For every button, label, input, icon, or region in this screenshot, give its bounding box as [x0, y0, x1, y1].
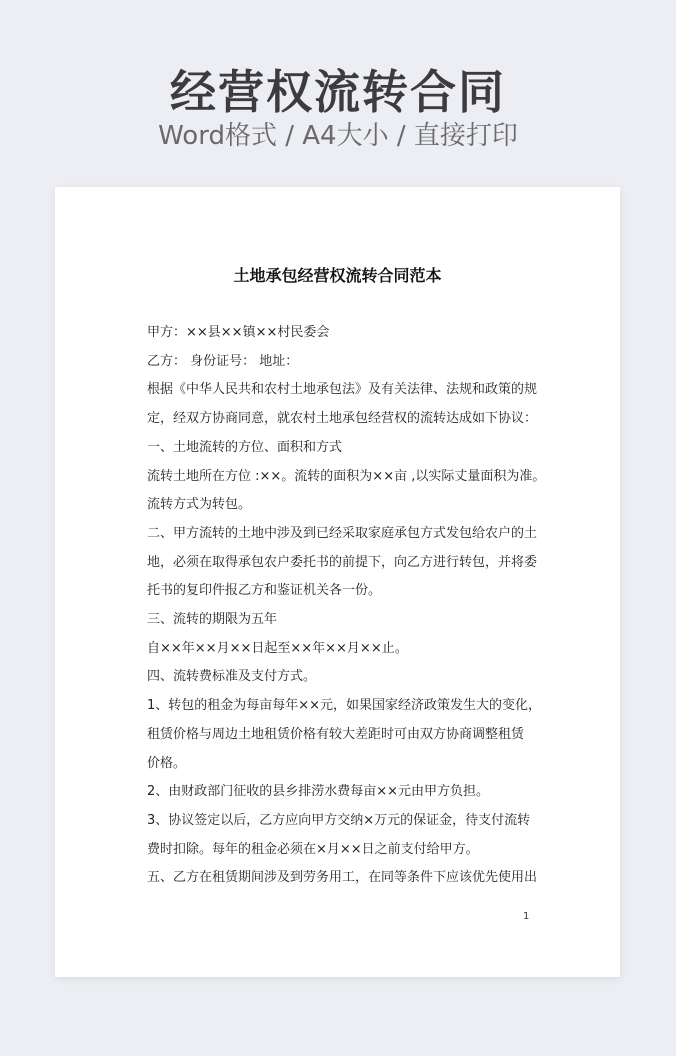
text-line: 自××年××月××日起至××年××月××止。 [147, 640, 408, 656]
text-line: 价格。 [147, 755, 187, 771]
text-line: 费时扣除。每年的租金必须在×月××日之前支付给甲方。 [147, 841, 479, 857]
text-line: 甲方：××县××镇××村民委会 [147, 325, 330, 340]
text-line: 二、甲方流转的土地中涉及到已经采取家庭承包方式发包给农户的土 [147, 525, 538, 541]
text-line: 流转土地所在方位 :××。流转的面积为××亩 ,以实际丈量面积为准。 [147, 468, 546, 484]
text-line: 乙方： 身份证号： 地址： [147, 353, 299, 369]
text-line: 三、流转的期限为五年 [147, 612, 278, 628]
text-line: 2、由财政部门征收的县乡排涝水费每亩××元由甲方负担。 [147, 784, 490, 800]
text-line: 地，必须在取得承包农户委托书的前提下，向乙方进行转包，并将委 [147, 554, 538, 570]
text-line: 五、乙方在租赁期间涉及到劳务用工，在同等条件下应该优先使用出 [147, 870, 538, 886]
text-line: 根据《中华人民共和农村土地承包法》及有关法律、法规和政策的规 [147, 382, 538, 398]
document-page [55, 187, 620, 977]
text-line: 定，经双方协商同意，就农村土地承包经营权的流转达成如下协议： [147, 411, 538, 427]
text-line: 租赁价格与周边土地租赁价格有较大差距时可由双方协商调整租赁 [147, 726, 525, 742]
document-body [147, 319, 546, 893]
text-line: 流转方式为转包。 [147, 497, 252, 513]
document-title: 土地承包经营权流转合同范本 [233, 266, 442, 285]
text-line: 1、转包的租金为每亩每年××元，如果国家经济政策发生大的变化， [147, 698, 542, 714]
text-line: 托书的复印件报乙方和鉴证机关各一份。 [147, 583, 382, 599]
page-number: 1 [523, 911, 530, 922]
banner-subtitle: Word格式 / A4大小 / 直接打印 [158, 121, 518, 151]
text-line: 四、流转费标准及支付方式。 [147, 669, 317, 685]
text-line: 一、土地流转的方位、面积和方式 [147, 439, 343, 455]
text-line: 3、协议签定以后，乙方应向甲方交纳×万元的保证金，待支付流转 [147, 812, 531, 828]
banner-title: 经营权流转合同 [170, 65, 506, 119]
